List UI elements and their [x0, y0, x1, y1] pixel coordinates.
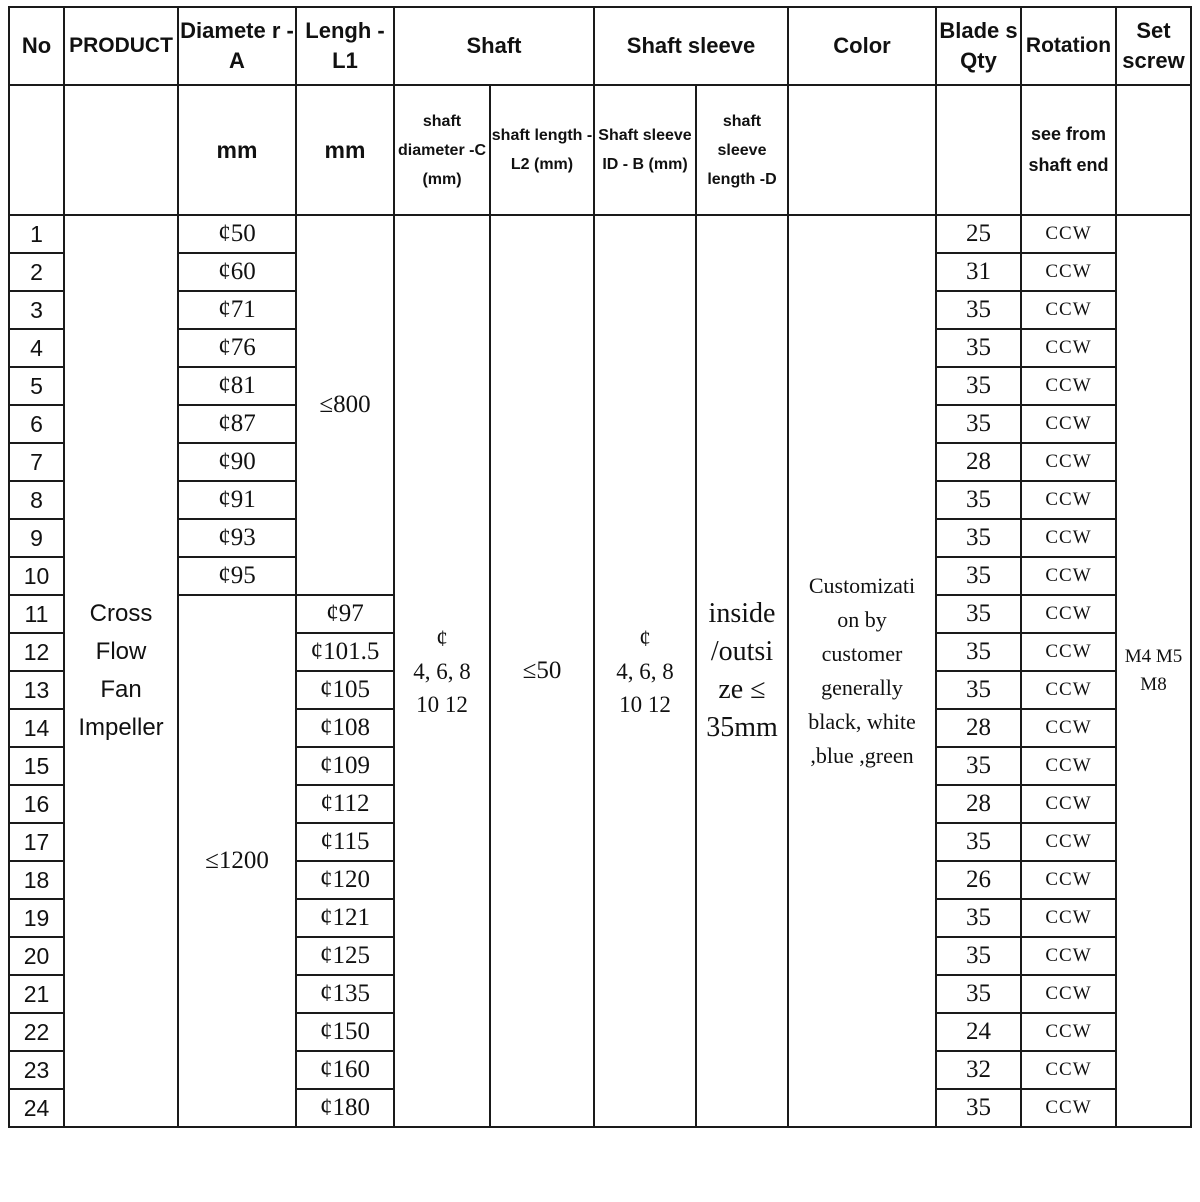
row-no: 21	[9, 975, 64, 1013]
row-rotation: CCW	[1021, 595, 1116, 633]
row-blades-qty: 35	[936, 899, 1021, 937]
row-blades-qty: 32	[936, 1051, 1021, 1089]
set-screw-value-line: M4 M5	[1124, 646, 1183, 667]
sleeve-id-value	[594, 215, 696, 1127]
row-blades-qty: 26	[936, 861, 1021, 899]
row-no: 9	[9, 519, 64, 557]
row-no: 10	[9, 557, 64, 595]
color-value	[788, 215, 936, 1127]
row-blades-qty: 35	[936, 557, 1021, 595]
row-blades-qty: 35	[936, 823, 1021, 861]
row-rotation: CCW	[1021, 1013, 1116, 1051]
row-no: 1	[9, 215, 64, 253]
row-diameter: ¢97	[296, 595, 394, 633]
row-blades-qty: 35	[936, 937, 1021, 975]
length-group-800: ≤800	[296, 215, 394, 595]
row-blades-qty: 28	[936, 443, 1021, 481]
row-diameter: ¢120	[296, 861, 394, 899]
sleeve-id-value-line: ¢	[639, 625, 651, 651]
row-diameter: ¢76	[178, 329, 296, 367]
subheader-product-empty	[64, 85, 178, 215]
row-no: 15	[9, 747, 64, 785]
row-rotation: CCW	[1021, 671, 1116, 709]
row-diameter: ¢150	[296, 1013, 394, 1051]
shaft-diameter-value-line: 4, 6, 8	[413, 658, 471, 684]
row-no: 2	[9, 253, 64, 291]
row-rotation: CCW	[1021, 481, 1116, 519]
color-value-line: customer	[821, 641, 903, 666]
row-no: 7	[9, 443, 64, 481]
row-rotation: CCW	[1021, 367, 1116, 405]
shaft-diameter-value-line: 10 12	[416, 691, 468, 717]
row-blades-qty: 35	[936, 367, 1021, 405]
sleeve-length-value-line: /outsi	[710, 636, 774, 667]
product-name	[64, 215, 178, 1127]
row-rotation: CCW	[1021, 633, 1116, 671]
row-blades-qty: 35	[936, 633, 1021, 671]
shaft-diameter-value	[394, 215, 490, 1127]
row-no: 22	[9, 1013, 64, 1051]
row-blades-qty: 35	[936, 671, 1021, 709]
row-blades-qty: 35	[936, 1089, 1021, 1127]
header-shaft-sleeve: Shaft sleeve	[594, 7, 788, 85]
header-row	[9, 7, 1191, 85]
subheader-rotation-note: see from shaft end	[1021, 85, 1116, 215]
header-set-screw: Set screw	[1116, 7, 1191, 85]
subheader-shaft-length: shaft length -L2 (mm)	[490, 85, 594, 215]
row-diameter: ¢112	[296, 785, 394, 823]
row-rotation: CCW	[1021, 519, 1116, 557]
row-diameter: ¢101.5	[296, 633, 394, 671]
row-blades-qty: 35	[936, 975, 1021, 1013]
product-name-line: Flow	[95, 638, 147, 665]
row-diameter: ¢50	[178, 215, 296, 253]
row-rotation: CCW	[1021, 823, 1116, 861]
row-no: 6	[9, 405, 64, 443]
shaft-length-value: ≤50	[490, 215, 594, 1127]
row-diameter: ¢121	[296, 899, 394, 937]
row-no: 3	[9, 291, 64, 329]
row-diameter: ¢109	[296, 747, 394, 785]
color-value-line: generally	[821, 675, 903, 700]
color-value-line: Customizati	[808, 573, 916, 598]
color-value-line: on by	[837, 607, 887, 632]
sleeve-length-value-line: inside	[708, 598, 776, 629]
row-blades-qty: 31	[936, 253, 1021, 291]
color-value-line: black, white	[808, 709, 916, 734]
row-rotation: CCW	[1021, 861, 1116, 899]
table-row	[9, 215, 1191, 253]
header-length: Lengh - L1	[296, 7, 394, 85]
row-rotation: CCW	[1021, 1089, 1116, 1127]
subheader-set-screw-empty	[1116, 85, 1191, 215]
header-blades-qty: Blade s Qty	[936, 7, 1021, 85]
row-blades-qty: 35	[936, 595, 1021, 633]
row-diameter: ¢81	[178, 367, 296, 405]
row-blades-qty: 35	[936, 329, 1021, 367]
subheader-row	[9, 85, 1191, 215]
row-rotation: CCW	[1021, 215, 1116, 253]
row-diameter: ¢160	[296, 1051, 394, 1089]
row-blades-qty: 35	[936, 405, 1021, 443]
row-rotation: CCW	[1021, 937, 1116, 975]
sleeve-id-value-line: 4, 6, 8	[616, 658, 674, 684]
product-name-line: Cross	[89, 600, 153, 627]
subheader-sleeve-length: shaft sleeve length -D	[696, 85, 788, 215]
row-no: 5	[9, 367, 64, 405]
row-no: 16	[9, 785, 64, 823]
header-no: No	[9, 7, 64, 85]
length-group-1200: ≤1200	[178, 595, 296, 1127]
row-no: 13	[9, 671, 64, 709]
row-blades-qty: 25	[936, 215, 1021, 253]
set-screw-value	[1116, 215, 1191, 1127]
subheader-color-empty	[788, 85, 936, 215]
header-color: Color	[788, 7, 936, 85]
row-no: 8	[9, 481, 64, 519]
product-name-line: Impeller	[78, 714, 164, 741]
row-diameter: ¢125	[296, 937, 394, 975]
row-rotation: CCW	[1021, 329, 1116, 367]
row-blades-qty: 28	[936, 785, 1021, 823]
row-rotation: CCW	[1021, 747, 1116, 785]
row-diameter: ¢93	[178, 519, 296, 557]
header-rotation: Rotation	[1021, 7, 1116, 85]
row-no: 23	[9, 1051, 64, 1089]
row-diameter: ¢115	[296, 823, 394, 861]
row-rotation: CCW	[1021, 899, 1116, 937]
row-blades-qty: 28	[936, 709, 1021, 747]
row-blades-qty: 35	[936, 291, 1021, 329]
subheader-blades-empty	[936, 85, 1021, 215]
row-rotation: CCW	[1021, 709, 1116, 747]
row-no: 17	[9, 823, 64, 861]
header-diameter: Diamete r -A	[178, 7, 296, 85]
subheader-length-unit: mm	[296, 85, 394, 215]
row-rotation: CCW	[1021, 443, 1116, 481]
row-rotation: CCW	[1021, 253, 1116, 291]
sleeve-length-value	[696, 215, 788, 1127]
sleeve-id-value-line: 10 12	[619, 691, 671, 717]
row-no: 12	[9, 633, 64, 671]
subheader-shaft-diameter: shaft diameter -C (mm)	[394, 85, 490, 215]
color-value-line: ,blue ,green	[810, 743, 914, 768]
set-screw-value-line: M8	[1140, 674, 1167, 695]
row-no: 19	[9, 899, 64, 937]
row-no: 20	[9, 937, 64, 975]
row-rotation: CCW	[1021, 785, 1116, 823]
sleeve-length-value-line: 35mm	[706, 712, 778, 743]
row-blades-qty: 24	[936, 1013, 1021, 1051]
row-diameter: ¢105	[296, 671, 394, 709]
row-rotation: CCW	[1021, 405, 1116, 443]
subheader-no-empty	[9, 85, 64, 215]
product-name-line: Fan	[100, 676, 142, 703]
row-diameter: ¢95	[178, 557, 296, 595]
row-diameter: ¢60	[178, 253, 296, 291]
sleeve-length-value-line: ze ≤	[718, 674, 766, 705]
row-no: 18	[9, 861, 64, 899]
row-diameter: ¢71	[178, 291, 296, 329]
spec-table	[8, 6, 1192, 1128]
row-blades-qty: 35	[936, 481, 1021, 519]
row-diameter: ¢108	[296, 709, 394, 747]
row-no: 4	[9, 329, 64, 367]
header-shaft: Shaft	[394, 7, 594, 85]
row-blades-qty: 35	[936, 519, 1021, 557]
row-diameter: ¢91	[178, 481, 296, 519]
row-rotation: CCW	[1021, 557, 1116, 595]
header-product: PRODUCT	[64, 7, 178, 85]
row-diameter: ¢180	[296, 1089, 394, 1127]
subheader-diameter-unit: mm	[178, 85, 296, 215]
row-rotation: CCW	[1021, 1051, 1116, 1089]
row-rotation: CCW	[1021, 975, 1116, 1013]
row-diameter: ¢90	[178, 443, 296, 481]
row-rotation: CCW	[1021, 291, 1116, 329]
row-diameter: ¢87	[178, 405, 296, 443]
shaft-diameter-value-line: ¢	[436, 625, 448, 651]
row-no: 11	[9, 595, 64, 633]
subheader-sleeve-id: Shaft sleeve ID - B (mm)	[594, 85, 696, 215]
row-diameter: ¢135	[296, 975, 394, 1013]
row-blades-qty: 35	[936, 747, 1021, 785]
row-no: 24	[9, 1089, 64, 1127]
row-no: 14	[9, 709, 64, 747]
